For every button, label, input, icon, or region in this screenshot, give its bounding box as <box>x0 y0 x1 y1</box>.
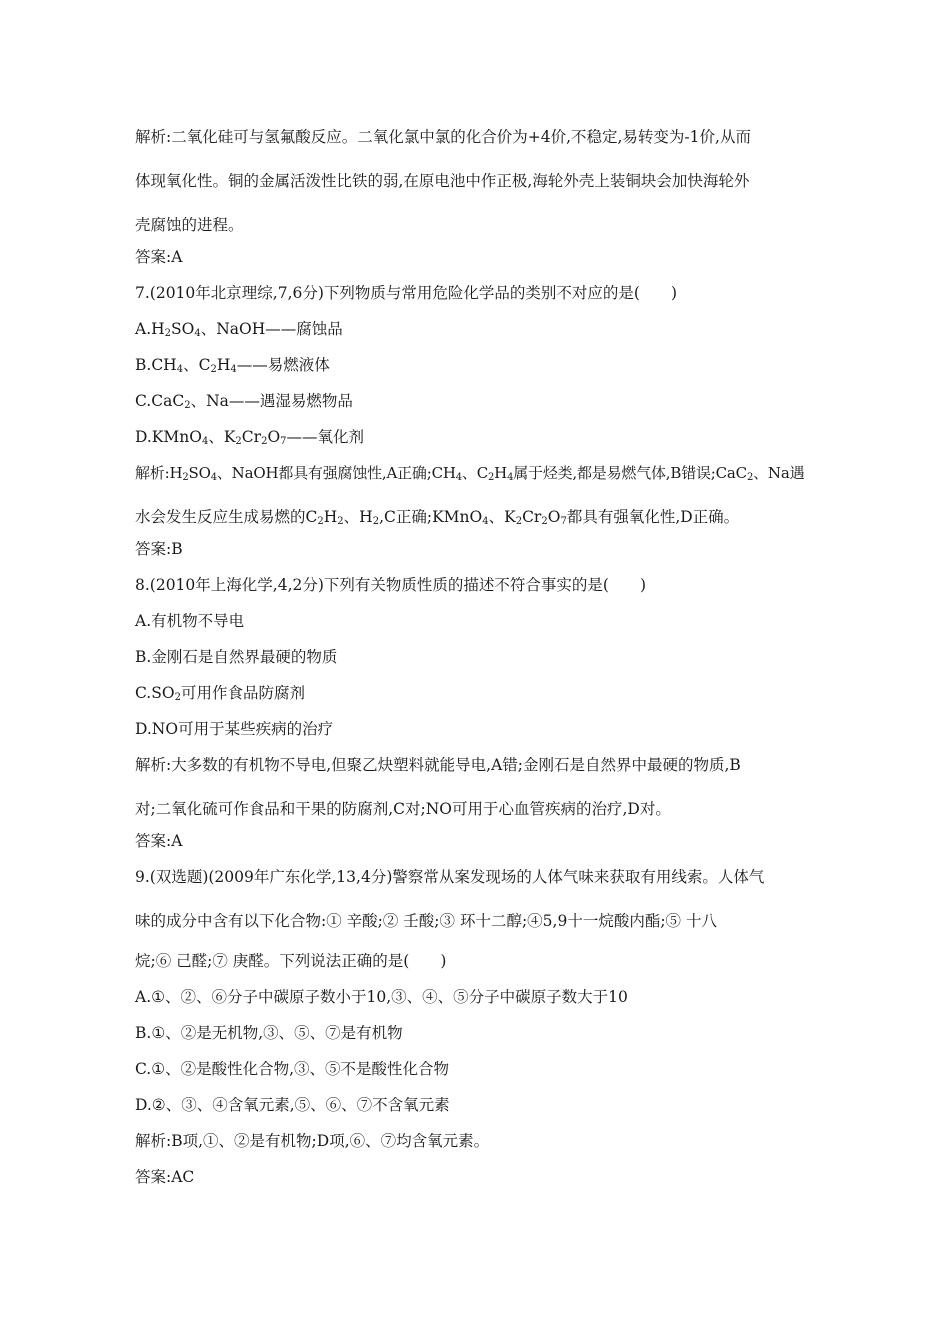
option-b: $B.CH_4$、$C_2H_4——$易燃液体 <box>135 356 330 375</box>
explanation-line: 解析:二氧化硅可与氢氟酸反应。二氧化氯中氯的化合价为+4价,不稳定,易转变为-1价,从而 <box>135 128 751 146</box>
explanation-line: 壳腐蚀的进程。 <box>135 216 244 234</box>
answer-line: 答案:AC <box>135 1168 195 1186</box>
option-d: D.②、③、④含氧元素,⑤、⑥、⑦不含氧元素 <box>135 1096 450 1114</box>
option-c: C.①、②是酸性化合物,③、⑤不是酸性化合物 <box>135 1060 450 1078</box>
option-d: D.NO可用于某些疾病的治疗 <box>135 720 334 738</box>
option-c: C.CaC$_2$、Na——遇湿易燃物品 <box>135 392 353 411</box>
question-stem: 味的成分中含有以下化合物:① 辛酸;② 壬酸;③ 环十二醇;④5,9十一烷酸内酯;⑤ 十八 <box>135 912 717 930</box>
answer-line: 答案:A <box>135 832 183 850</box>
option-c: $C.SO_2$可用作食品防腐剂 <box>135 684 305 703</box>
explanation-line: 解析:大多数的有机物不导电,但聚乙炔塑料就能导电,A错;金刚石是自然界中最硬的物质,B <box>135 756 741 774</box>
question-stem: 9.(双选题)(2009年广东化学,13,4分)警察常从案发现场的人体气味来获取有用线索。人体气 <box>135 868 765 886</box>
explanation-line: 对;二氧化硫可作食品和干果的防腐剂,C对;NO可用于心血管疾病的治疗,D对。 <box>135 800 671 818</box>
question-stem: 烷;⑥ 己醛;⑦ 庚醛。下列说法正确的是( ) <box>135 952 447 970</box>
explanation-line: 解析$:H_2SO_4$、NaOH都具有强腐蚀性,A正确$;CH_4$、$C_2H_4$属于烃类,都是易燃气体,B错误;CaC$_2$、Na遇 <box>135 464 805 483</box>
question-stem: 7.(2010年北京理综,7,6分)下列物质与常用危险化学品的类别不对应的是( ) <box>135 284 678 302</box>
explanation-line: 解析:B项,①、②是有机物;D项,⑥、⑦均含氧元素。 <box>135 1132 490 1150</box>
option-d: D.KMnO$_4$、$K_2Cr_2O_7——$氧化剂 <box>135 428 365 447</box>
option-a: A.有机物不导电 <box>135 612 245 630</box>
answer-line: 答案:B <box>135 540 183 558</box>
explanation-line: 水会发生反应生成易燃的$C_2H_2$、$H_2,C$正确;KMnO$_4$、$K_2Cr_2O_7$都具有强氧化性,D正确。 <box>135 508 740 527</box>
option-b: B.金刚石是自然界最硬的物质 <box>135 648 338 666</box>
explanation-line: 体现氧化性。铜的金属活泼性比铁的弱,在原电池中作正极,海轮外壳上装铜块会加快海轮外 <box>135 172 750 190</box>
option-a: A.①、②、⑥分子中碳原子数小于10,③、④、⑤分子中碳原子数大于10 <box>135 988 628 1006</box>
option-b: B.①、②是无机物,③、⑤、⑦是有机物 <box>135 1024 403 1042</box>
answer-line: 答案:A <box>135 248 183 266</box>
question-stem: 8.(2010年上海化学,4,2分)下列有关物质性质的描述不符合事实的是( ) <box>135 576 647 594</box>
option-a: $A.H_2SO_4$、NaOH——腐蚀品 <box>135 320 343 339</box>
